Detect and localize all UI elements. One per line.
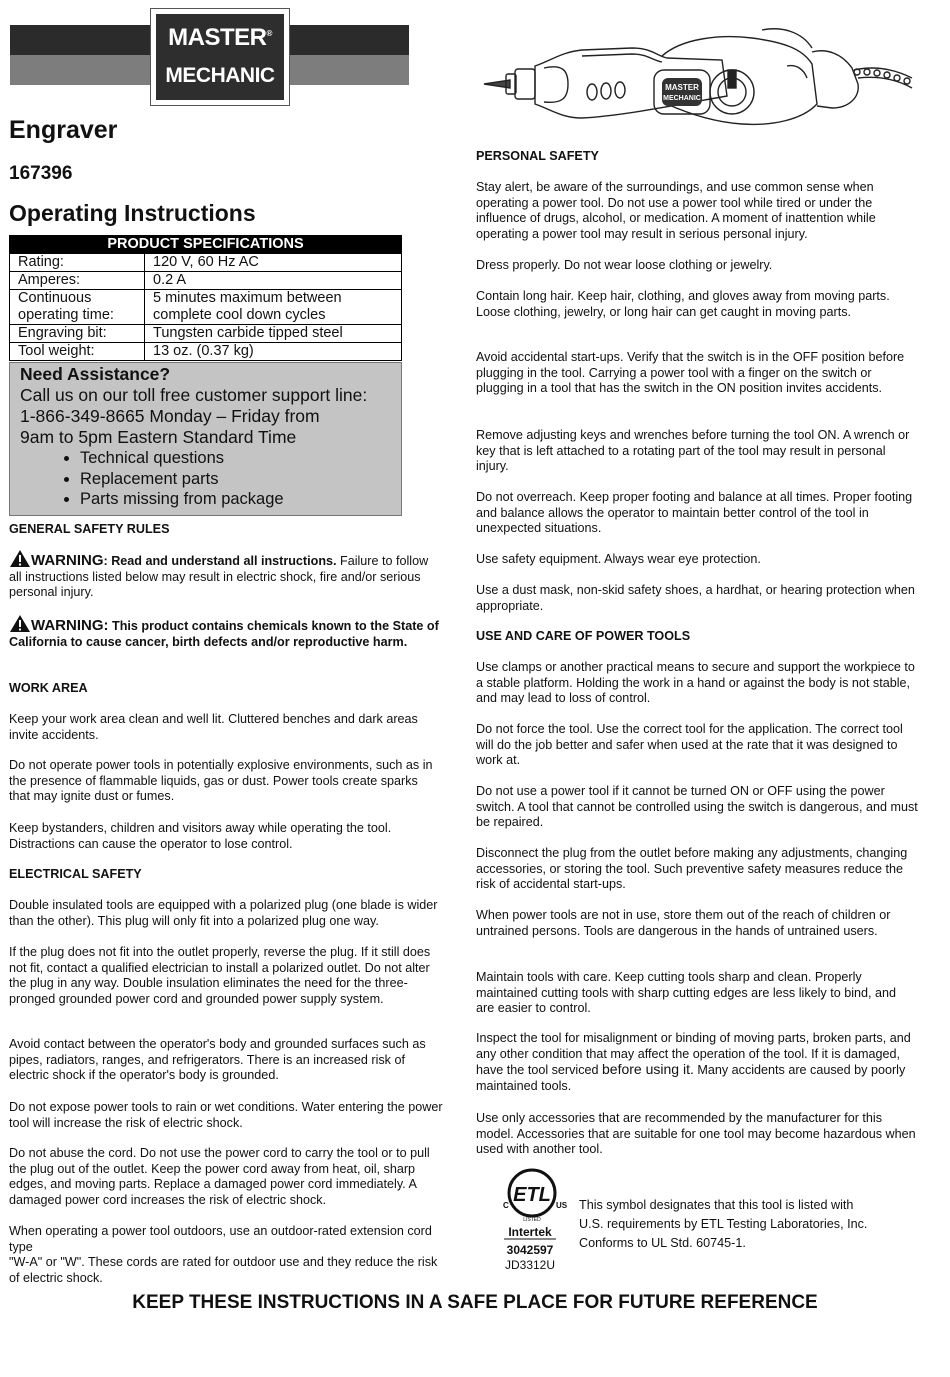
personal-safety-paragraph: Contain long hair. Keep hair, clothing, and gloves away from moving parts. Loose clothing, jewelry, or long hair can get caught in moving parts. (476, 289, 890, 319)
etl-us: US (556, 1201, 568, 1210)
care-paragraph: Do not use a power tool if it cannot be turned ON or OFF using the power switch. A tool that cannot be controlled using the switch is dangerous, and must be repaired. (476, 784, 918, 830)
logo-line-1: MASTER (168, 24, 267, 51)
care-paragraph: Maintain tools with care. Keep cutting tools sharp and clean. Properly maintained cutting tools with sharp cutting edges are less likely to bind, and are easier to control. (476, 970, 897, 1016)
table-row: Tool weight: 13 oz. (0.37 kg) (10, 343, 402, 361)
warning-icon (9, 614, 31, 633)
tool-logo-line-1: MASTER (665, 83, 699, 92)
etl-mark: ETL (513, 1184, 551, 1206)
model-number: 167396 (9, 163, 73, 184)
assistance-title: Need Assistance? (20, 364, 171, 384)
electrical-safety-heading: ELECTRICAL SAFETY (9, 867, 142, 881)
personal-safety-paragraph: Dress properly. Do not wear loose clothing or jewelry. (476, 258, 773, 272)
work-area-paragraph: Keep bystanders, children and visitors away while operating the tool. Distractions can cause the operator to lose control. (9, 821, 392, 851)
general-safety-heading: GENERAL SAFETY RULES (9, 522, 170, 536)
engraver-tool-illustration (482, 8, 914, 134)
etl-description: This symbol designates that this tool is listed with U.S. requirements by ETL Testing Laboratories, Inc. Conforms to UL Std. 60745-1. (579, 1198, 868, 1250)
page-title: Engraver (9, 116, 118, 144)
etl-listed: LISTED (523, 1217, 541, 1223)
electrical-paragraph: Do not abuse the cord. Do not use the power cord to carry the tool or to pull the plug out of the outlet. Keep the power cord away from heat, oil, sharp edges, and moving parts. Replace a damaged power cord immediately. A damaged power cord increases the risk of electric shock. (9, 1146, 430, 1207)
list-item: • Technical questions (80, 448, 284, 469)
spec-header: PRODUCT SPECIFICATIONS (10, 236, 402, 254)
warning-icon (9, 549, 31, 568)
footer-notice: KEEP THESE INSTRUCTIONS IN A SAFE PLACE FOR FUTURE REFERENCE (132, 1292, 818, 1313)
table-row: Engraving bit: Tungsten carbide tipped steel (10, 325, 402, 343)
personal-safety-paragraph: Stay alert, be aware of the surroundings, and use common sense when operating a power tool. Do not use a power tool while tired or under the influence of drugs, alcohol, or medication. A moment of inattention while operating a power tool may result in serious personal injury. (476, 180, 876, 241)
care-paragraph: Inspect the tool for misalignment or binding of moving parts, broken parts, and any other condition that may affect the operation of the tool. If it is damaged, have the tool serviced before using it. Many accidents are caused by poorly maintained tools. (476, 1031, 911, 1093)
care-paragraph: Use only accessories that are recommended by the manufacturer for this model. Accessories that are suitable for one tool may become hazardous when used with another tool. (476, 1111, 916, 1157)
table-row: Continuous operating time: 5 minutes maximum between complete cool down cycles (10, 290, 402, 325)
etl-number: 3042597 (506, 1243, 554, 1257)
electrical-paragraph: Do not expose power tools to rain or wet conditions. Water entering the power tool will increase the risk of electric shock. (9, 1100, 443, 1130)
care-paragraph: When power tools are not in use, store them out of the reach of children or untrained persons. Tools are dangerous in the hands of untrained users. (476, 908, 891, 938)
list-item: • Replacement parts (80, 469, 284, 490)
document-subtitle: Operating Instructions (9, 200, 256, 226)
personal-safety-paragraph: Do not overreach. Keep proper footing and balance at all times. Proper footing and balance allows the operator to maintain better control of the tool in unexpected situations. (476, 490, 913, 536)
brand-logo: MASTER® MECHANIC (150, 8, 290, 106)
intertek-brand: Intertek (508, 1225, 552, 1239)
table-row: Rating: 120 V, 60 Hz AC (10, 254, 402, 272)
etl-c: C (503, 1201, 509, 1210)
care-paragraph: Disconnect the plug from the outlet before making any adjustments, changing accessories, or storing the tool. Such preventive safety measures reduce the risk of accidental start-ups. (476, 846, 908, 892)
personal-safety-paragraph: Avoid accidental start-ups. Verify that the switch is in the OFF position before plugging in the tool. Carrying a power tool with a finger on the switch or plugging in a tool that has the switch in the ON position invites accidents. (476, 350, 905, 396)
work-area-paragraph: Keep your work area clean and well lit. Cluttered benches and dark areas invite accidents. (9, 712, 418, 742)
work-area-heading: WORK AREA (9, 681, 88, 695)
logo-line-2: MECHANIC (165, 64, 275, 87)
care-paragraph: Do not force the tool. Use the correct tool for the application. The correct tool will do the job better and safer when used at the rate that it was designed to work at. (476, 722, 903, 768)
use-and-care-heading: USE AND CARE OF POWER TOOLS (476, 629, 691, 643)
work-area-paragraph: Do not operate power tools in potentially explosive environments, such as in the presence of flammable liquids, gas or dust. Power tools create sparks that may ignite dust or fumes. (9, 758, 433, 804)
warning-instructions: WARNING: Read and understand all instructions. Failure to follow all instructions listed below may result in electric shock, fire and/or serious personal injury. (9, 549, 441, 601)
electrical-paragraph: If the plug does not fit into the outlet properly, reverse the plug. If it still does not fit, contact a qualified electrician to install a polarized outlet. Do not alter the plug in any way. Double insulation eliminates the need for the three-pronged grounded power cord and grounded power supply system. (9, 945, 431, 1006)
electrical-paragraph: Avoid contact between the operator's body and grounded surfaces such as pipes, radiators, ranges, and refrigerators. There is an increased risk of electric shock if the operator's body is grounded. (9, 1037, 426, 1083)
care-paragraph: Use clamps or another practical means to secure and support the workpiece to a stable platform. Holding the work in a hand or against the body is not stable, and may lead to loss of control. (476, 660, 915, 706)
electrical-paragraph: When operating a power tool outdoors, use an outdoor-rated extension cord type "W-A" or "W". These cords are rated for outdoor use and they reduce the risk of electric shock. (9, 1224, 438, 1285)
assistance-box (9, 362, 402, 516)
tool-logo-line-2: MECHANIC (663, 95, 701, 102)
table-row: Amperes: 0.2 A (10, 272, 402, 290)
etl-listed-logo (498, 1163, 582, 1271)
personal-safety-heading: PERSONAL SAFETY (476, 149, 599, 163)
personal-safety-paragraph: Remove adjusting keys and wrenches before turning the tool ON. A wrench or key that is left attached to a rotating part of the tool may result in personal injury. (476, 428, 910, 474)
electrical-paragraph: Double insulated tools are equipped with a polarized plug (one blade is wider than the other). This plug will only fit into a polarized plug one way. (9, 898, 438, 928)
list-item: • Parts missing from package (80, 489, 284, 510)
personal-safety-paragraph: Use a dust mask, non-skid safety shoes, a hardhat, or hearing protection when appropriate. (476, 583, 915, 613)
personal-safety-paragraph: Use safety equipment. Always wear eye protection. (476, 552, 761, 566)
assistance-body: Call us on our toll free customer support line: 1-866-349-8665 Monday – Friday from 9am to 5pm Eastern Standard Time (20, 385, 368, 447)
warning-california: WARNING: This product contains chemicals known to the State of California to cause cancer, birth defects and/or reproductive harm. (9, 614, 441, 650)
assistance-list (30, 448, 284, 510)
product-specifications-table (9, 235, 402, 361)
etl-code: JD3312U (504, 1258, 556, 1271)
